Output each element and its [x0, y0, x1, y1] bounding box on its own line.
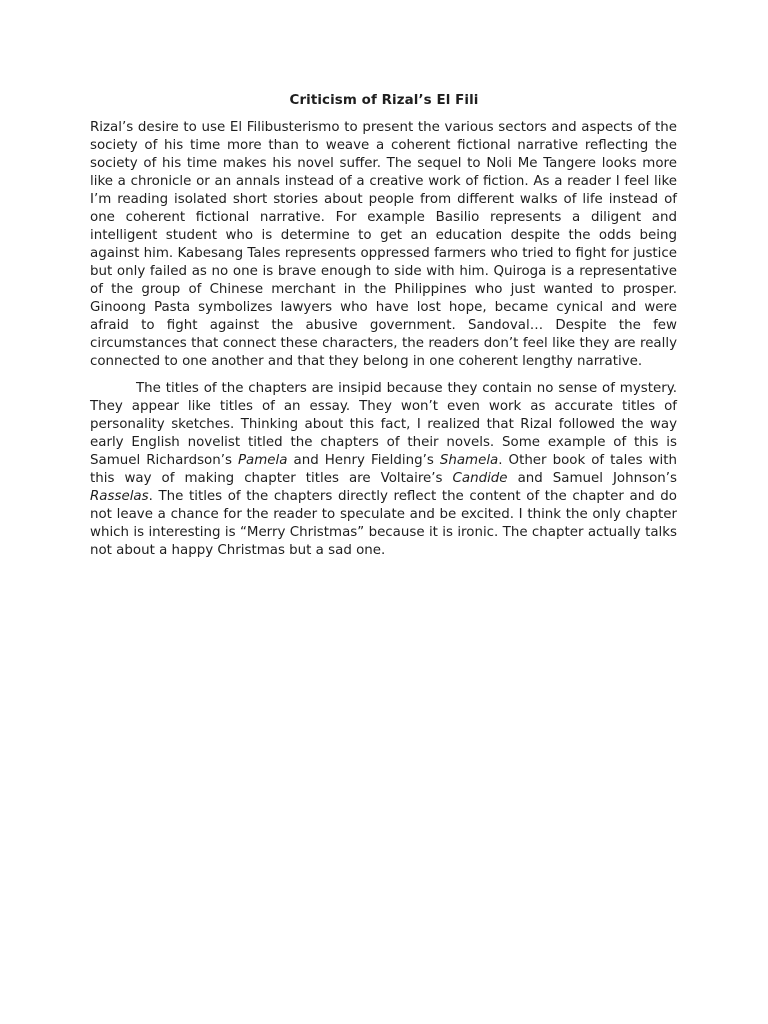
paragraph-2-text-4: and Samuel Johnson’s [507, 471, 677, 486]
book-title-candide: Candide [452, 471, 508, 486]
document-title: Criticism of Rizal’s El Fili [289, 93, 479, 108]
book-title-shamela: Shamela [439, 453, 499, 468]
paragraph-2-text-1: The titles of the chapters are insipid because they contain no sense of mystery. They appear like titles of an essay. They won’t even work as accurate titles of personality sketches. Thinking about this fact, I realized that Rizal followed the way early English novelist titled the chapters of their novels. Some example of this is Samuel Richardson’s [90, 381, 677, 468]
document-body [90, 119, 677, 560]
paragraph-2-text-3: . Other book of tales with this way of making chapter titles are Voltaire’s [90, 453, 677, 486]
paragraph-1: Rizal’s desire to use El Filibusterismo to present the various sectors and aspects of the society of his time more than to weave a coherent fictional narrative reflecting the society of his time makes his novel suffer. The sequel to Noli Me Tangere looks more like a chronicle or an annals instead of a creative work of fiction. As a reader I feel like I’m reading isolated short stories about people from different walks of life instead of one coherent fictional narrative. For example Basilio represents a diligent and intelligent student who is determine to get an education despite the odds being against him. Kabesang Tales represents oppressed farmers who tried to fight for justice but only failed as no one is brave enough to side with him. Quiroga is a representative of the group of Chinese merchant in the Philippines who just wanted to prosper. Ginoong Pasta symbolizes lawyers who have lost hope, became cynical and were afraid to fight against the abusive government. Sandoval… Despite the few circumstances that connect these characters, the readers don’t feel like they are really connected to one another and that they belong in one coherent lengthy narrative. [90, 120, 677, 369]
book-title-pamela: Pamela [237, 453, 288, 468]
paragraph-2-text-5: . The titles of the chapters directly reflect the content of the chapter and do not leave a chance for the reader to speculate and be excited. I think the only chapter which is interesting is “Merry Christmas” because it is ironic. The chapter actually talks not about a happy Christmas but a sad one. [90, 489, 677, 558]
paragraph-2 [90, 380, 677, 560]
paragraph-2-text-2: and Henry Fielding’s [287, 453, 440, 468]
book-title-rasselas: Rasselas [90, 489, 149, 504]
